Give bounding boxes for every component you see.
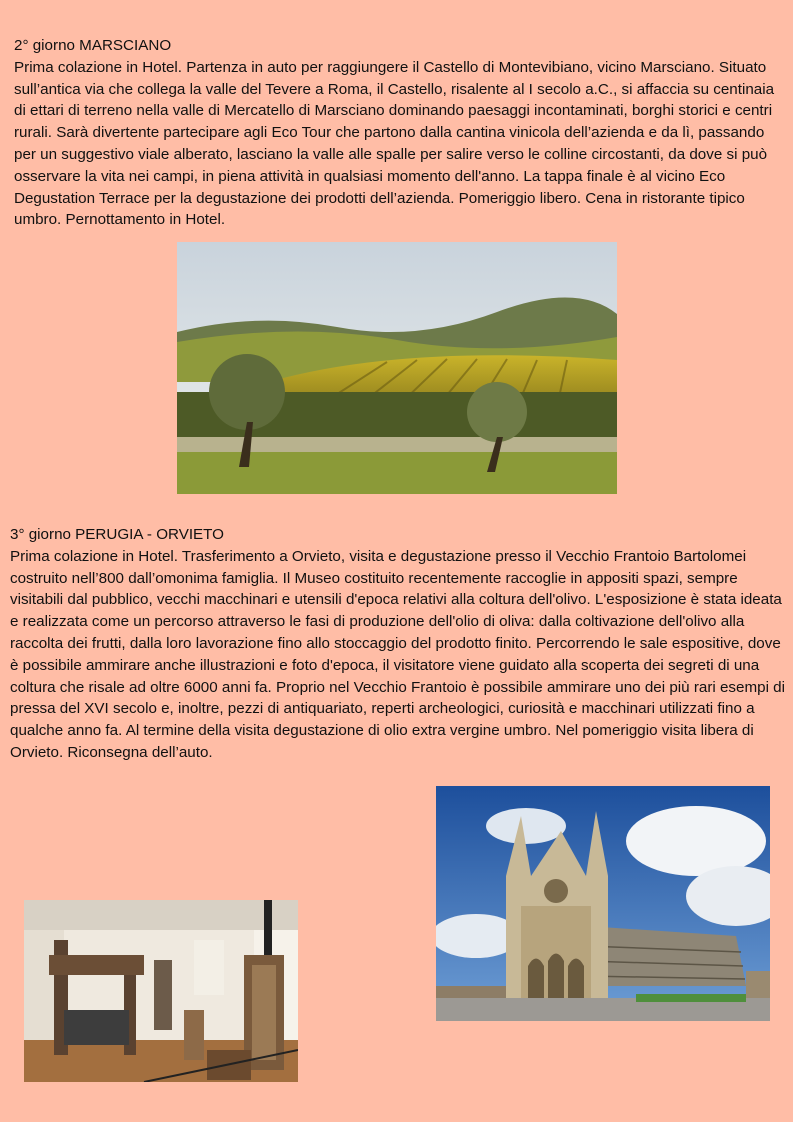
vineyard-photo bbox=[177, 242, 617, 494]
cathedral-photo bbox=[436, 786, 770, 1021]
day3-section bbox=[10, 524, 785, 764]
day3-text: Prima colazione in Hotel. Trasferimento a Orvieto, visita e degustazione presso il Vecchio Frantoio Bartolomei costruito nell’800 dall’omonima famiglia. Il Museo costituito recentemente raccoglie in appositi spazi, sempre visitabili dal pubblico, vecchi macchinari e utensili d'epoca relativi alla coltura dell'olivo. L'esposizione è stata ideata e realizzata come un percorso attraverso le fasi di produzione dell'olio di oliva: dalla coltivazione dell'olivo alla raccolta dei frutti, dalla loro lavorazione fino allo stoccaggio del prodotto finito. Percorrendo le sale espositive, dove è possibile ammirare anche illustrazioni e foto d'epoca, il visitatore viene guidato alla scoperta dei segreti di una coltura che risale ad oltre 6000 anni fa. Proprio nel Vecchio Frantoio è possibile ammirare uno dei più rari esempi di pressa del XVI secolo e, inoltre, pezzi di antiquariato, reperti archeologici, curiosità e macchinari utilizzati fino a qualche anno fa. Al termine della visita degustazione di olio extra vergine umbro. Nel pomeriggio visita libera di Orvieto. Riconsegna dell’auto. bbox=[10, 547, 785, 761]
day2-text: Prima colazione in Hotel. Partenza in auto per raggiungere il Castello di Montevibiano, vicino Marsciano. Situato sull’antica via che collega la valle del Tevere a Roma, il Castello, risalente al I secolo a.C., si affaccia su centinaia di ettari di terreno nella valle di Mercatello di Marsciano dominando paesaggi incontaminati, borghi storici e centri rurali. Sarà divertente partecipare agli Eco Tour che partono dalla cantina vinicola dell’azienda e da lì, passando per un suggestivo viale alberato, lasciano la valle alle spalle per salire verso le colline circostanti, da dove si può osservare la vita nei campi, in piena attività in qualsiasi momento dell'anno. La tappa finale è al vicino Eco Degustation Terrace per la degustazione dei prodotti dell’azienda. Pomeriggio libero. Cena in ristorante tipico umbro. Pernottamento in Hotel. bbox=[14, 58, 775, 229]
day2-heading: 2° giorno MARSCIANO bbox=[14, 37, 172, 54]
olive-press-museum-photo bbox=[24, 900, 298, 1082]
day2-section bbox=[14, 35, 780, 231]
day3-heading: 3° giorno PERUGIA - ORVIETO bbox=[10, 526, 224, 543]
